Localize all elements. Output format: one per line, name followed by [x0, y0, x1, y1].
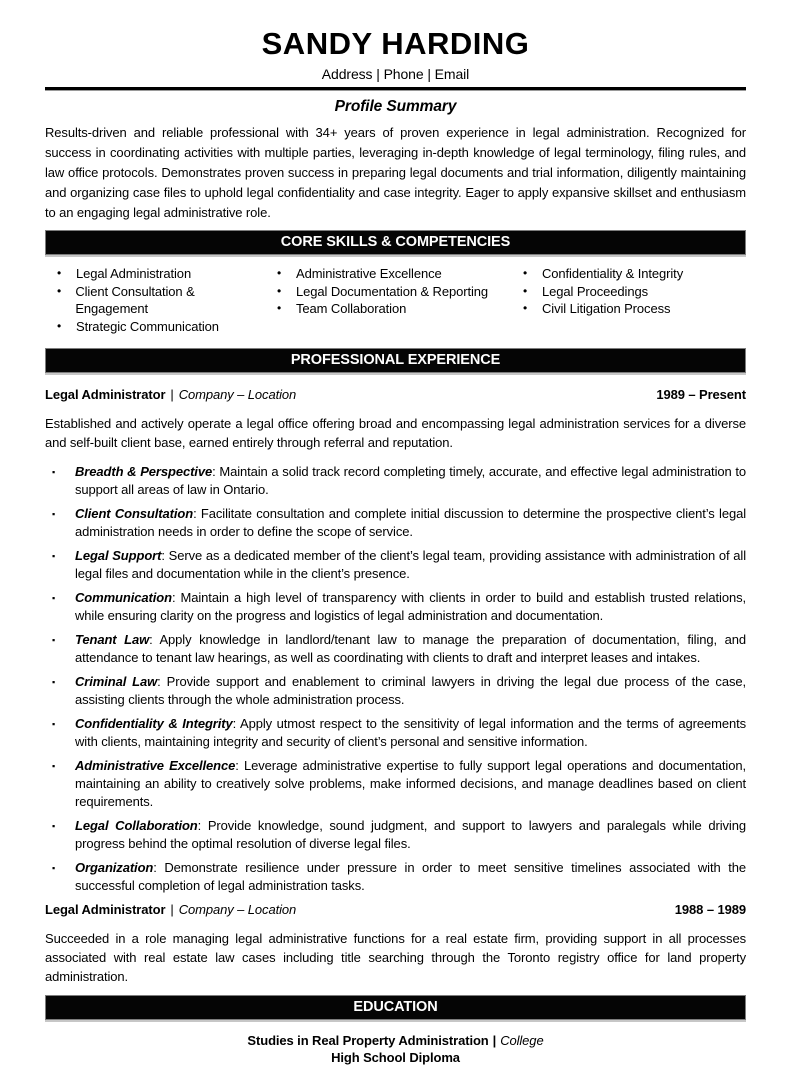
bullet-term: Organization [75, 860, 154, 875]
square-bullet-icon: ▪ [52, 677, 56, 687]
education-school: College [500, 1033, 544, 1048]
skill-item [45, 265, 261, 283]
education-degree: Studies in Real Property Administration [247, 1033, 489, 1048]
job-title: Legal Administrator [45, 387, 166, 402]
job-summary-2: Succeeded in a role managing legal administrative functions for a real estate firm, providing support in all processes associated with real estate law cases including title searching through the Toronto registry office for land property administration. [45, 931, 746, 984]
bullet-term: Legal Support [75, 548, 162, 563]
job-summary-1: Established and actively operate a legal office offering broad and encompassing legal administration services for a diverse and self-built client base, earned entirely through referral and reputation. [45, 416, 746, 450]
education-degree-line [45, 1032, 746, 1049]
education-banner: EDUCATION [45, 995, 746, 1020]
square-bullet-icon: ▪ [52, 719, 56, 729]
bullet-icon: • [57, 266, 62, 280]
experience-bullet [45, 463, 746, 499]
skill-item [261, 300, 509, 318]
skill-item [45, 318, 261, 336]
square-bullet-icon: ▪ [52, 821, 56, 831]
bullet-icon: • [523, 283, 528, 298]
bullet-text: : Provide support and enablement to criminal lawyers in driving the legal due process of the case, assisting clients through the whole administration process. [75, 674, 746, 707]
job-separator: | [170, 387, 174, 402]
experience-bullet [45, 715, 746, 751]
bullet-icon: • [57, 283, 62, 298]
bullet-term: Administrative Excellence [75, 758, 236, 773]
job-title-line [45, 902, 296, 918]
job-dates: 1989 – Present [656, 387, 746, 402]
skill-item [509, 283, 746, 301]
experience-bullet [45, 547, 746, 583]
bullet-term: Breadth & Perspective [75, 464, 213, 479]
bullet-text: : Maintain a solid track record completing timely, accurate, and effective legal administration to support all areas of law in Ontario. [75, 464, 746, 497]
bullet-icon: • [277, 283, 282, 298]
skill-item [261, 283, 509, 301]
skill-label: Civil Litigation Process [542, 301, 671, 316]
skill-label: Legal Documentation & Reporting [296, 283, 489, 299]
bullet-icon: • [523, 266, 528, 280]
skill-item [509, 265, 746, 283]
square-bullet-icon: ▪ [52, 467, 56, 477]
skill-label: Confidentiality & Integrity [542, 266, 684, 281]
skills-column-1 [45, 265, 261, 335]
square-bullet-icon: ▪ [52, 635, 56, 645]
bullet-text: : Leverage administrative expertise to fully support legal operations and documentation, maintaining an ability to creatively solve problems, make informed decisions, and manage deadlines based on client requirements. [75, 758, 746, 809]
bullet-text: : Provide knowledge, sound judgment, and support to lawyers and paralegals while driving progress behind the optimal resolution of diverse legal files. [75, 818, 746, 851]
bullet-text: : Apply utmost respect to the sensitivity of legal information and the terms of agreements with clients, maintaining integrity and security of client’s personal and sensitive information. [75, 716, 746, 749]
bullet-text: : Maintain a high level of transparency with clients in order to build and establish trusted relations, while ensuring clarity on the progress and logistics of legal administration and documentation. [75, 590, 746, 623]
header-divider [45, 87, 746, 91]
bullet-term: Confidentiality & Integrity [75, 716, 233, 731]
experience-bullet [45, 631, 746, 667]
experience-bullet [45, 757, 746, 811]
square-bullet-icon: ▪ [52, 551, 56, 561]
job-company: Company – Location [178, 902, 297, 917]
skills-column-3 [509, 265, 746, 335]
job-company: Company – Location [178, 387, 297, 402]
profile-summary-heading: Profile Summary [334, 98, 457, 115]
skill-item [509, 300, 746, 318]
square-bullet-icon: ▪ [52, 509, 56, 519]
square-bullet-icon: ▪ [52, 761, 56, 771]
job-dates: 1988 – 1989 [674, 902, 746, 917]
square-bullet-icon: ▪ [52, 863, 56, 873]
bullet-term: Communication [75, 590, 172, 605]
job-header-1 [45, 387, 746, 403]
bullet-term: Client Consultation [75, 506, 194, 521]
job-separator: | [170, 902, 174, 917]
skill-label: Legal Proceedings [542, 283, 648, 299]
square-bullet-icon: ▪ [52, 593, 56, 603]
education-separator: | [492, 1033, 497, 1048]
experience-bullet [45, 817, 746, 853]
skill-label: Strategic Communication [76, 318, 219, 334]
skill-label: Team Collaboration [296, 301, 407, 316]
experience-bullet [45, 505, 746, 541]
job-title-line [45, 387, 296, 403]
skill-label: Administrative Excellence [296, 266, 442, 281]
profile-summary-text: Results-driven and reliable professional with 34+ years of proven experience in legal administration. Recognized for success in coordinating activities with multiple parties, leveraging in-depth knowledge of legal terminology, filing rules, and law office protocols. Demonstrates proven success in preparing legal documents and trial information, diligently maintaining and organizing case files to uphold legal confidentiality and case integrity. Eager to apply expansive skillset and enthusiasm to an engaging legal administrative role. [45, 125, 746, 220]
bullet-text: : Demonstrate resilience under pressure in order to meet sensitive timelines associated with the successful completion of legal administration tasks. [75, 860, 746, 893]
bullet-icon: • [277, 301, 282, 315]
bullet-term: Legal Collaboration [75, 818, 198, 833]
bullet-text: : Facilitate consultation and complete initial discussion to determine the prospective client’s legal administration needs in order to define the scope of service. [75, 506, 746, 539]
experience-bullet [45, 859, 746, 895]
skill-item [45, 283, 261, 318]
skills-grid [45, 265, 746, 335]
skill-label: Client Consultation & Engagement [75, 283, 195, 316]
bullet-term: Criminal Law [75, 674, 158, 689]
bullet-text: : Apply knowledge in landlord/tenant law to manage the preparation of documentation, filing, and attendance to tenant law hearings, as well as coordinating with clients to draft and interpret leases and intakes. [75, 632, 746, 665]
bullet-icon: • [523, 301, 528, 315]
skill-label: Legal Administration [76, 266, 192, 281]
education-diploma: High School Diploma [331, 1050, 460, 1065]
contact-line: Address | Phone | Email [321, 66, 470, 82]
job-title: Legal Administrator [45, 902, 166, 917]
skills-column-2 [261, 265, 509, 335]
bullet-text: : Serve as a dedicated member of the client’s legal team, providing assistance with administration of all legal files and documentation while in the client’s presence. [75, 548, 746, 581]
professional-experience-banner: PROFESSIONAL EXPERIENCE [45, 348, 746, 373]
bullet-icon: • [277, 266, 282, 280]
experience-bullet [45, 589, 746, 625]
job-header-2 [45, 902, 746, 918]
candidate-name: SANDY HARDING [261, 26, 530, 61]
experience-bullet [45, 673, 746, 709]
core-skills-banner: CORE SKILLS & COMPETENCIES [45, 230, 746, 255]
bullet-icon: • [57, 318, 62, 333]
experience-bullet-list [45, 463, 746, 895]
skill-item [261, 265, 509, 283]
bullet-term: Tenant Law [75, 632, 150, 647]
